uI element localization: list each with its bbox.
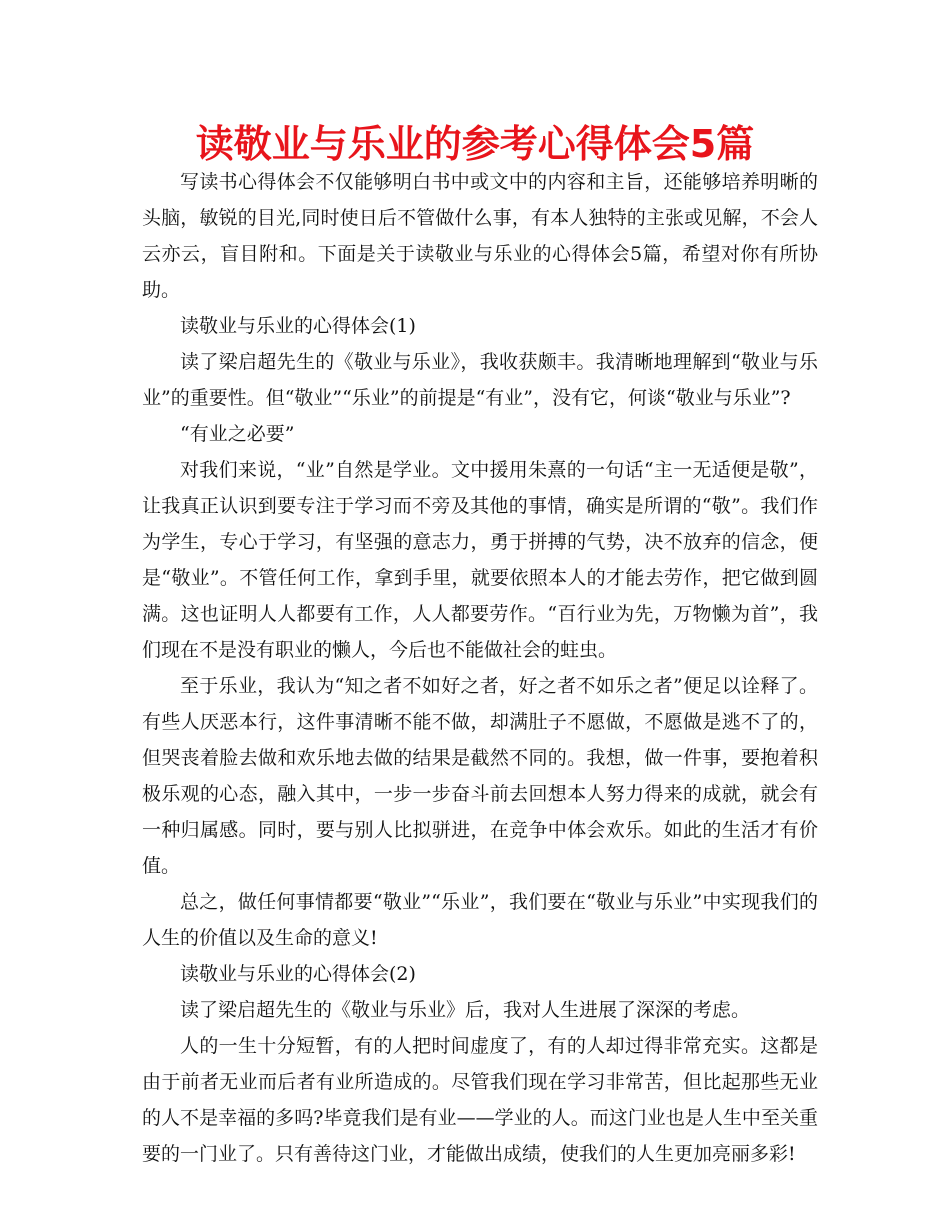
- section-heading-1: 读敬业与乐业的心得体会(1): [180, 315, 416, 337]
- body-paragraph: 读了梁启超先生的《敬业与乐业》后，我对人生进展了深深的考虑。: [180, 999, 751, 1021]
- document-body: [142, 164, 818, 1172]
- body-paragraph: 总之，做任何事情都要“敬业”“乐业”，我们要在“敬业与乐业”中实现我们的人生的价值以及生命的意义!: [142, 891, 818, 949]
- body-paragraph: 读了梁启超先生的《敬业与乐业》，我收获颇丰。我清晰地理解到“敬业与乐业”的重要性。但“敬业”“乐业”的前提是“有业”，没有它，何谈“敬业与乐业”?: [142, 351, 818, 409]
- section-heading-2: 读敬业与乐业的心得体会(2): [180, 963, 416, 985]
- body-paragraph: 人的一生十分短暂，有的人把时间虚度了，有的人却过得非常充实。这都是由于前者无业而后者有业所造成的。尽管我们现在学习非常苦，但比起那些无业的人不是幸福的多吗?毕竟我们是有业——学业的人。而这门业也是人生中至关重要的一门业了。只有善待这门业，才能做出成绩，使我们的人生更加亮丽多彩!: [142, 1035, 818, 1165]
- document-title: 读敬业与乐业的参考心得体会5篇: [195, 122, 755, 166]
- body-paragraph: 对我们来说，“业”自然是学业。文中援用朱熹的一句话“主一无适便是敬”，让我真正认识到要专注于学习而不旁及其他的事情，确实是所谓的“敬”。我们作为学生，专心于学习，有坚强的意志力，勇于拼搏的气势，决不放弃的信念，便是“敬业”。不管任何工作，拿到手里，就要依照本人的才能去劳作，把它做到圆满。这也证明人人都要有工作，人人都要劳作。“百行业为先，万物懒为首”，我们现在不是没有职业的懒人，今后也不能做社会的蛀虫。: [142, 459, 818, 661]
- body-paragraph: 至于乐业，我认为“知之者不如好之者，好之者不如乐之者”便足以诠释了。有些人厌恶本行，这件事清晰不能不做，却满肚子不愿做，不愿做是逃不了的，但哭丧着脸去做和欢乐地去做的结果是截然不同的。我想，做一件事，要抱着积极乐观的心态，融入其中，一步一步奋斗前去回想本人努力得来的成就，就会有一种归属感。同时，要与别人比拟骈进，在竞争中体会欢乐。如此的生活才有价值。: [142, 675, 818, 877]
- subheading-quote: “有业之必要”: [180, 423, 295, 445]
- intro-paragraph: 写读书心得体会不仅能够明白书中或文中的内容和主旨，还能够培养明晰的头脑，敏锐的目光,同时使日后不管做什么事，有本人独特的主张或见解，不会人云亦云，盲目附和。下面是关于读敬业与乐业的心得体会5篇，希望对你有所协助。: [142, 171, 818, 301]
